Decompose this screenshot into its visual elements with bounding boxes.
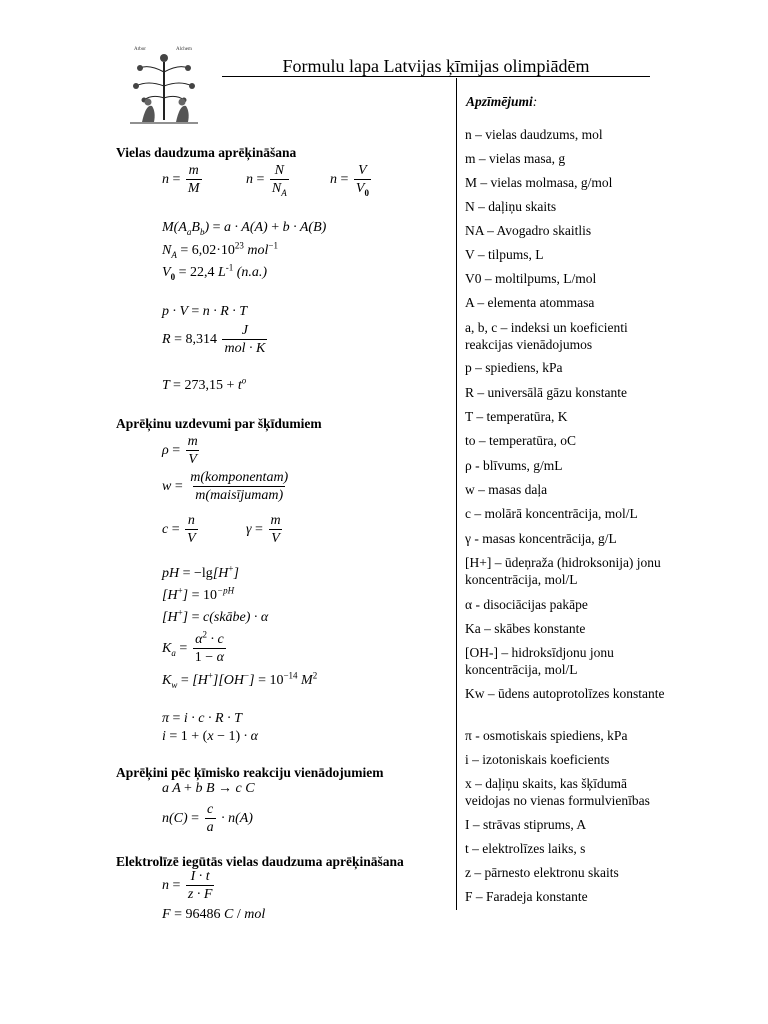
legend-item: π - osmotiskais spiediens, kPa (465, 728, 628, 743)
legend-item: i – izotoniskais koeficients (465, 752, 610, 767)
formula-faraday-constant: F = 96486 C / mol (162, 907, 266, 922)
legend-item: z – pārnesto elektronu skaits (465, 865, 619, 880)
formula-n-N-over-NA: n = $\frac{N}{N_A}$ (246, 163, 287, 198)
legend-item: x – daļiņu skaits, kas šķīdumā veidojas no vienas formulvienības (465, 776, 650, 808)
formula-n-V-over-V0: n = $\frac{V}{V_0}$ (330, 163, 369, 198)
section-heading-solutions: Aprēķinu uzdevumi par šķīdumiem (116, 416, 322, 431)
legend-heading: Apzīmējumi: (466, 94, 538, 109)
legend-item: w – masas daļa (465, 482, 548, 497)
legend-item: [H+] – ūdeņraža (hidroksonija) jonu koncentrācija, mol/L (465, 555, 661, 587)
formula-isotonic-coefficient: i = 1 + (x − 1) · α (162, 729, 258, 744)
formula-mass-concentration: γ = $\frac{m}{V}$ (246, 513, 281, 546)
legend-item: n – vielas daudzums, mol (465, 127, 603, 142)
formula-osmotic-pressure: π = i · c · R · T (162, 711, 242, 726)
legend-item: V – tilpums, L (465, 247, 544, 262)
formula-ph: pH = −lg[H+] (162, 563, 239, 581)
legend-item: I – strāvas stiprums, A (465, 817, 587, 832)
page-title: Formulu lapa Latvijas ķīmijas olimpiādēm (282, 56, 590, 76)
legend-item: R – universālā gāzu konstante (465, 385, 627, 400)
formula-ka: $K_a$ = $\frac{\alpha^2 \cdot c}{1 - \alpha}$ (162, 629, 225, 665)
legend-item: α - disociācijas pakāpe (465, 597, 588, 612)
legend-item: M – vielas molmasa, g/mol (465, 175, 613, 190)
legend-item: NA – Avogadro skaitlis (465, 223, 592, 238)
formula-molar-volume: $V_0 = 22,4$ $L^{-1}$ (n.a.) (162, 262, 268, 282)
legend-item: ρ - blīvums, g/mL (465, 458, 563, 473)
legend-item: Kw – ūdens autoprotolīzes konstante (465, 686, 665, 701)
legend-item: T – temperatūra, K (465, 409, 568, 424)
column-divider (456, 78, 457, 910)
legend-item: to – temperatūra, oC (465, 433, 576, 448)
legend-item: N – daļiņu skaits (465, 199, 557, 214)
formula-gas-constant: R = 8,314 $\frac{J}{\text{mol · K}}$ (162, 323, 266, 356)
legend-item: Ka – skābes konstante (465, 621, 586, 636)
legend-item: m – vielas masa, g (465, 151, 566, 166)
svg-text:Arbor: Arbor (134, 47, 146, 52)
section-heading-electrolysis: Elektrolīzē iegūtās vielas daudzuma aprēķināšana (116, 854, 404, 869)
formula-reaction-equation: a A + b B → c C (162, 781, 255, 796)
formula-density: ρ = $\frac{m}{V}$ (162, 434, 198, 467)
svg-text:Alchem: Alchem (176, 47, 192, 52)
legend-item: [OH-] – hidroksīdjonu jonu koncentrācija, mol/L (465, 645, 614, 677)
alchemy-tree-logo (124, 42, 204, 126)
legend-item: a, b, c – indeksi un koeficienti reakcijas vienādojumos (465, 320, 628, 352)
legend-item: V0 – moltilpums, L/mol (465, 271, 597, 286)
legend-item: γ - masas koncentrācija, g/L (465, 531, 617, 546)
formula-mass-fraction: w = $\frac{\text{m(komponentam)}}{\text{m(maisījumam)}}$ (162, 470, 289, 503)
section-heading-reactions: Aprēķini pēc ķīmisko reakciju vienādojumiem (116, 765, 384, 780)
formula-h-from-ph: $[H^+] = 10^{-pH}$ (162, 585, 235, 603)
title-underline (222, 76, 650, 77)
legend-item: F – Faradeja konstante (465, 889, 588, 904)
legend-item: c – molārā koncentrācija, mol/L (465, 506, 638, 521)
formula-n-m-over-M: n = $\frac{m}{M}$ (162, 163, 200, 196)
formula-kw: $K_w = [H^+][OH^-] = 10^{-14}$ $M^2$ (162, 670, 318, 690)
legend-item: t – elektrolīzes laiks, s (465, 841, 586, 856)
legend-item: A – elementa atommasa (465, 295, 595, 310)
formula-electrolysis: n = $\frac{I \cdot t}{z \cdot F}$ (162, 869, 213, 902)
formula-stoichiometry: n(C) = $\frac{c}{a}$ · n(A) (162, 802, 253, 835)
formula-temperature: $T = 273,15 + t^o$ (162, 375, 247, 393)
legend-item: p – spiediens, kPa (465, 360, 563, 375)
formula-molar-concentration: c = $\frac{n}{V}$ (162, 513, 196, 546)
formula-ideal-gas: p · V = n · R · T (162, 304, 248, 319)
formula-h-from-acid: [H+] = c(skābe) · α (162, 607, 269, 625)
section-heading-amount: Vielas daudzuma aprēķināšana (116, 145, 297, 160)
formula-molar-mass-compound: $M(A_aB_b) = a \cdot A(A) + b \cdot A(B)$ (162, 220, 327, 237)
formula-avogadro: $N_A = 6,02\cdot 10^{23}$ mol$^{-1}$ (162, 240, 278, 260)
